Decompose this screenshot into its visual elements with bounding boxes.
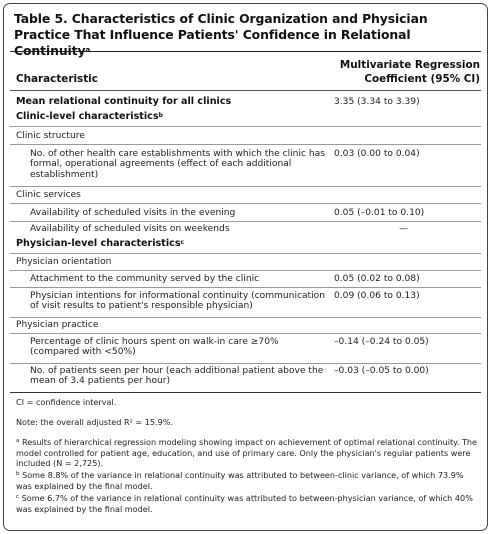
row-evening-value: 0.05 (–0.01 to 0.10) — [334, 208, 425, 218]
section-clinic-level — [16, 112, 326, 122]
row-walk-in-label: Percentage of clinic hours spent on walk-in care ≥70% (compared with <50%) — [30, 337, 279, 358]
header-rule — [10, 90, 481, 91]
footnote-c-mark: c — [16, 494, 20, 500]
row-establishments-value: 0.03 (0.00 to 0.04) — [334, 149, 420, 159]
row-intentions-value: 0.09 (0.06 to 0.13) — [334, 291, 420, 301]
row-mean-label: Mean relational continuity for all clinics — [16, 96, 232, 107]
footnote-a — [16, 437, 480, 469]
row-intentions-label: Physician intentions for informational continuity (communication of visit results to patient's responsible physician) — [30, 291, 325, 312]
row-divider — [10, 253, 481, 254]
row-divider — [10, 221, 481, 222]
top-rule — [10, 51, 481, 52]
row-patients-per-hour-value: –0.03 (–0.05 to 0.00) — [334, 366, 429, 376]
row-walk-in-value: –0.14 (–0.24 to 0.05) — [334, 337, 429, 347]
subsection-clinic-services: Clinic services — [16, 190, 81, 200]
subsection-physician-orientation: Physician orientation — [16, 257, 112, 267]
row-divider — [10, 144, 481, 145]
footnote-a-text: Results of hierarchical regression modeling showing impact on achievement of optimal relational continuity. The model controlled for patient age, education, and use of primary care. Only the physician's regular patients were included (N = 2,725). — [16, 437, 478, 469]
footnote-r-squared: Note: the overall adjusted R² = 15.9%. — [16, 417, 174, 427]
section-physician-level-label: Physician-level characteristics — [16, 238, 181, 249]
row-weekends-value: — — [399, 224, 409, 234]
header-coefficient — [324, 59, 480, 86]
header-coefficient-line2: Coefficient (95% CI) — [364, 72, 480, 85]
row-attachment-value: 0.05 (0.02 to 0.08) — [334, 274, 420, 284]
footnote-c-text: Some 6.7% of the variance in relational continuity was attributed to between-physician variance, of which 40% was explained by the final model. — [16, 493, 473, 514]
row-weekends-label: Availability of scheduled visits on weekends — [30, 224, 230, 234]
section-physician-level-mark: c — [180, 239, 185, 246]
section-clinic-level-mark: b — [158, 112, 163, 119]
footnote-b-mark: b — [16, 471, 20, 477]
footnote-c — [16, 493, 480, 514]
footnote-a-mark: a — [16, 438, 20, 444]
row-divider — [10, 363, 481, 364]
row-divider — [10, 287, 481, 288]
row-mean-value: 3.35 (3.34 to 3.39) — [334, 97, 420, 107]
footnote-ci: CI = confidence interval. — [16, 397, 117, 407]
row-divider — [10, 333, 481, 334]
table-title-footnote-mark: a — [85, 46, 91, 54]
section-clinic-level-label: Clinic-level characteristics — [16, 111, 159, 122]
header-characteristic: Characteristic — [16, 73, 98, 85]
section-physician-level — [16, 239, 326, 249]
subsection-clinic-structure: Clinic structure — [16, 131, 85, 141]
table-title-text: Table 5. Characteristics of Clinic Organization and Physician Practice That Influence Patients' Confidence in Relational Continuity — [14, 11, 428, 58]
row-attachment-label: Attachment to the community served by the clinic — [30, 274, 260, 284]
row-divider — [10, 317, 481, 318]
row-establishments-label: No. of other health care establishments with which the clinic has formal, operational agreements (effect of each additional establishment) — [30, 149, 325, 180]
row-divider — [10, 126, 481, 127]
row-divider — [10, 270, 481, 271]
table-frame — [3, 3, 488, 531]
row-divider — [10, 186, 481, 187]
footnote-b-text: Some 8.8% of the variance in relational continuity was attributed to between-clinic variance, of which 73.9% was explained by the final model. — [16, 470, 464, 491]
footnote-b — [16, 470, 480, 491]
subsection-physician-practice: Physician practice — [16, 320, 99, 330]
row-patients-per-hour-label: No. of patients seen per hour (each additional patient above the mean of 3.4 patients per hour) — [30, 366, 324, 387]
row-divider — [10, 203, 481, 204]
row-evening-label: Availability of scheduled visits in the evening — [30, 208, 236, 218]
header-coefficient-line1: Multivariate Regression — [339, 59, 480, 71]
footer-rule — [10, 392, 481, 393]
